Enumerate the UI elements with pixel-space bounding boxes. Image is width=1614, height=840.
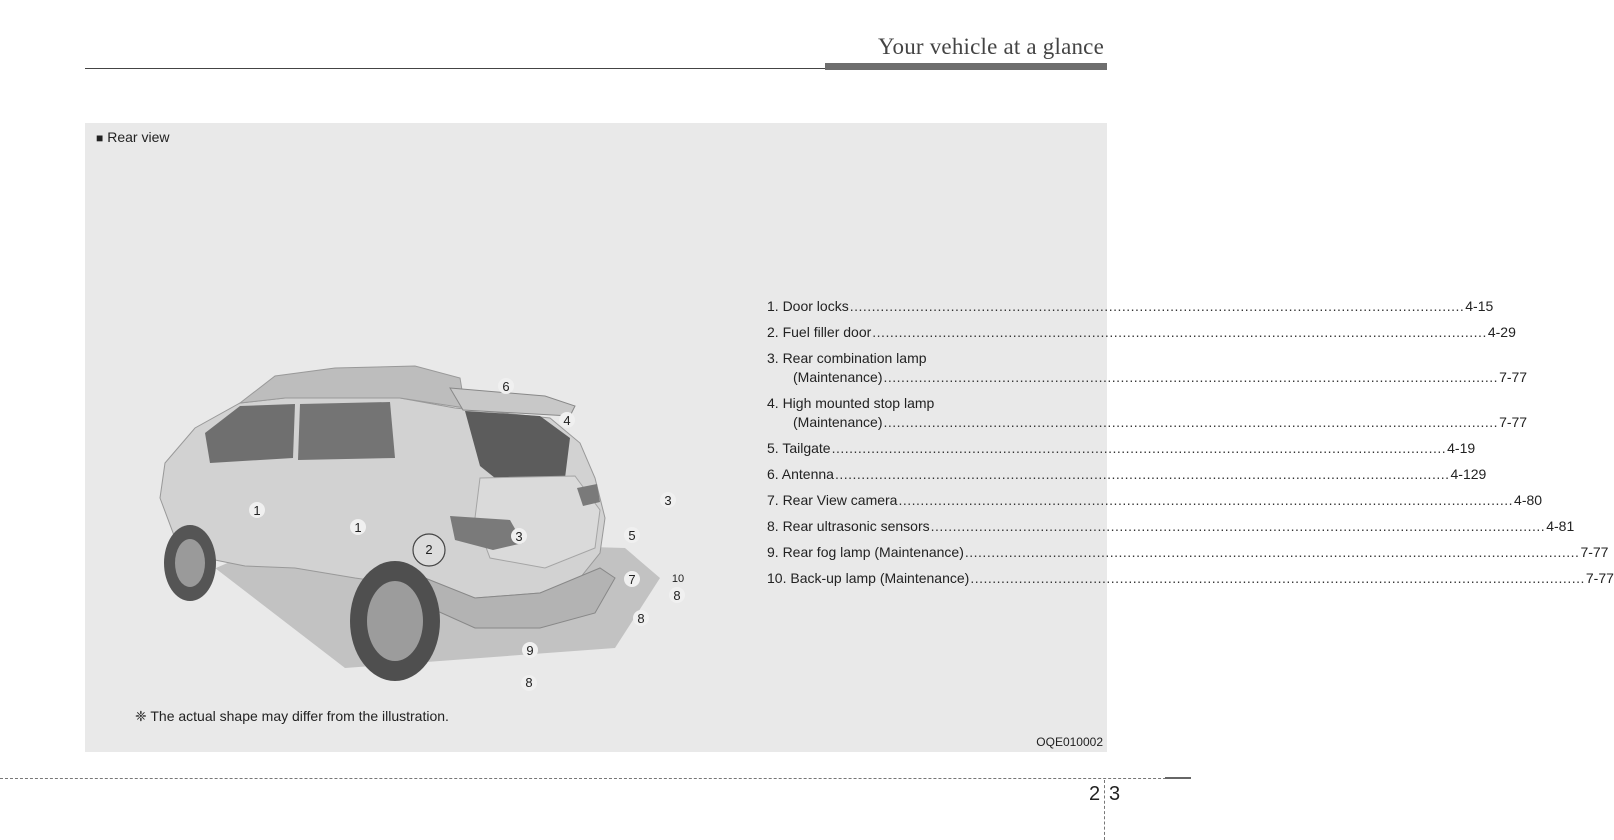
svg-text:4: 4 — [563, 413, 571, 428]
svg-text:8: 8 — [673, 588, 681, 603]
callout-badge — [624, 571, 640, 587]
callout-badge — [633, 610, 649, 626]
svg-text:7: 7 — [628, 572, 636, 587]
parts-legend — [767, 297, 1614, 595]
page-number-divider — [1104, 780, 1105, 840]
legend-label: 2. Fuel filler door — [767, 324, 872, 340]
image-code: OQE010002 — [1036, 735, 1103, 749]
callout-badge — [425, 542, 432, 557]
legend-label: 6. Antenna — [767, 466, 834, 482]
legend-page: 4-29 — [1487, 324, 1516, 340]
callout-badge — [521, 675, 537, 691]
svg-text:8: 8 — [525, 675, 533, 690]
svg-text:1: 1 — [253, 503, 261, 518]
callout-badge — [511, 528, 527, 544]
legend-label: 4. High mounted stop lamp — [767, 395, 935, 411]
rear-wheel-rim — [367, 581, 423, 661]
page-header-title: Your vehicle at a glance — [878, 34, 1104, 59]
legend-sublabel: (Maintenance) — [793, 369, 883, 385]
callout-badge — [559, 412, 575, 428]
header-accent-bar — [825, 63, 1107, 70]
illustration-footnote: ❈ The actual shape may differ from the illustration. — [135, 708, 449, 724]
legend-item — [767, 394, 1528, 432]
page-footer-rule — [0, 778, 1191, 779]
legend-item — [767, 465, 1487, 484]
section-label — [96, 129, 170, 145]
legend-page: 7-77 — [1580, 544, 1609, 560]
section-label-text: Rear view — [107, 129, 170, 145]
svg-text:8: 8 — [637, 611, 645, 626]
legend-label: 1. Door locks — [767, 298, 849, 314]
chapter-number: 2 — [1089, 783, 1101, 805]
legend-page: 4-19 — [1447, 440, 1476, 456]
legend-page: 4-80 — [1514, 492, 1543, 508]
legend-item — [767, 517, 1575, 536]
legend-label: 3. Rear combination lamp — [767, 350, 927, 366]
callout-badge — [624, 527, 640, 543]
legend-page: 7-77 — [1499, 369, 1528, 385]
callout-badge — [672, 573, 684, 585]
svg-text:1: 1 — [354, 520, 362, 535]
svg-text:3: 3 — [515, 529, 523, 544]
callout-badge — [249, 502, 265, 518]
page-number: 3 — [1109, 783, 1121, 805]
section-square-icon: ■ — [96, 131, 104, 145]
legend-item — [767, 297, 1494, 316]
legend-label: 8. Rear ultrasonic sensors — [767, 518, 930, 534]
svg-text:3: 3 — [664, 493, 672, 508]
legend-label: 5. Tailgate — [767, 440, 831, 456]
legend-page: 4-81 — [1546, 518, 1575, 534]
svg-text:2: 2 — [425, 542, 433, 557]
legend-label: 9. Rear fog lamp (Maintenance) — [767, 544, 964, 560]
legend-page: 4-15 — [1465, 298, 1494, 314]
front-wheel-rim — [175, 539, 205, 587]
legend-page: 7-77 — [1499, 414, 1528, 430]
callout-badge — [522, 642, 538, 658]
legend-item — [767, 323, 1516, 342]
legend-item — [767, 439, 1476, 458]
legend-page: 4-129 — [1450, 466, 1487, 482]
svg-text:10: 10 — [671, 573, 685, 585]
legend-label: 10. Back-up lamp (Maintenance) — [767, 570, 970, 586]
legend-item — [767, 349, 1528, 387]
side-window-rear — [298, 402, 395, 460]
legend-item — [767, 543, 1609, 562]
callout-badge — [350, 519, 366, 535]
header-rule — [85, 68, 825, 69]
legend-sublabel: (Maintenance) — [793, 414, 883, 430]
legend-label: 7. Rear View camera — [767, 492, 898, 508]
vehicle-rear-illustration — [145, 248, 705, 690]
svg-text:9: 9 — [526, 643, 534, 658]
legend-item — [767, 569, 1614, 588]
side-window-front — [205, 404, 295, 463]
callout-badge — [660, 492, 676, 508]
page-footer-mark — [1165, 777, 1191, 779]
callout-badge — [669, 587, 685, 603]
legend-item — [767, 491, 1543, 510]
svg-text:5: 5 — [628, 528, 636, 543]
legend-page: 7-77 — [1585, 570, 1614, 586]
rear-view-panel — [85, 123, 1614, 752]
svg-text:6: 6 — [502, 379, 510, 394]
callout-badge — [498, 378, 514, 394]
